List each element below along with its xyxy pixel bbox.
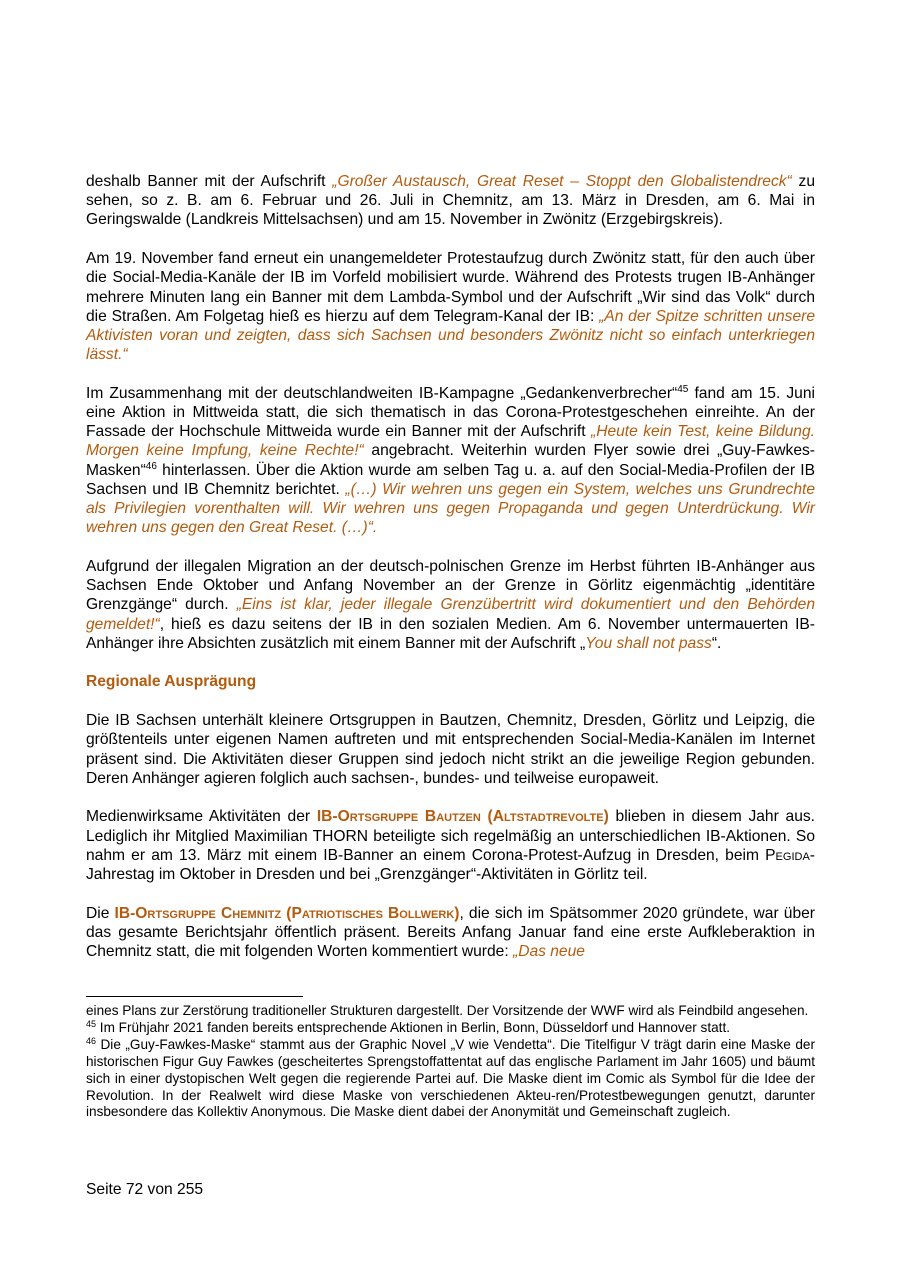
text: Die — [86, 904, 115, 922]
footnote-text: Im Frühjahr 2021 fanden bereits entsprechende Aktionen in Berlin, Bonn, Düsseldorf und Hannover statt. — [96, 1019, 731, 1035]
org-name: Pegida — [765, 846, 810, 864]
quote: „An der Spitze schritten unsere Aktivisten voran und zeigten, dass sich Sachsen und besonders Zwönitz nicht so einfach unterkriegen lässt.“ — [86, 307, 815, 364]
paragraph-goerlitz — [86, 557, 815, 653]
main-text — [86, 172, 815, 981]
text: , die sich im Spätsommer 2020 gründete, war über das gesamte Berichtsjahr öffentlich präsent. Bereits Anfang Januar fand eine erste Aufkleberaktion in Chemnitz statt, die mit folgenden Worten kommentiert wurde: — [86, 904, 815, 961]
paragraph-chemnitz — [86, 904, 815, 962]
text: deshalb Banner mit der Aufschrift — [86, 173, 333, 190]
text: Am 19. November fand erneut ein unangemeldeter Protestaufzug durch Zwönitz statt, für den auch über die Social-Media-Kanäle der IB im Vorfeld mobilisiert wurde. Während des Protests trugen IB-Anhänger mehrere Minuten lang ein Banner mit dem Lambda-Symbol und der Aufschrift „Wir sind das Volk“ durch die Straßen. Am Folgetag hieß es hierzu auf dem Telegram-Kanal der IB: — [86, 250, 815, 325]
text: Die IB Sachsen unterhält kleinere Ortsgruppen in Bautzen, Chemnitz, Dresden, Görlitz und Leipzig, die größtenteils unter eigenen Namen auftreten und mit entsprechenden Social-Media-Kanälen im Internet präsent sind. Die Aktivitäten dieser Gruppen sind jedoch nicht strikt an die jeweilige Region gebunden. Deren Anhänger agieren folglich auch sachsen-, bundes- und teilweise europaweit. — [86, 712, 815, 787]
quote: „Heute kein Test, keine Bildung. Morgen keine Impfung, keine Rechte!“ — [86, 423, 815, 460]
paragraph-ortsgruppen — [86, 711, 815, 788]
quote: „Großer Austausch, Great Reset – Stoppt den Globalistendreck“ — [332, 173, 792, 190]
quote: „Das neue — [513, 943, 585, 961]
footnote-number: 46 — [86, 1035, 97, 1046]
paragraph-banner-globalisten — [86, 172, 815, 230]
quote: You shall not pass — [585, 634, 712, 652]
quote: „Eins ist klar, jeder illegale Grenzübertritt wird dokumentiert und den Behörden gemeldet!“ — [86, 596, 815, 633]
footnote-continuation: eines Plans zur Zerstörung traditioneller Strukturen dargestellt. Der Vorsitzende der WWF wird als Feindbild angesehen. — [86, 1003, 809, 1018]
group-name: IB-Ortsgruppe Chemnitz (Patriotisches Bollwerk) — [114, 904, 460, 922]
text: hinterlassen. Über die Aktion wurde am selben Tag u. a. auf den Social-Media-Profilen der IB Sachsen und IB Chemnitz berichtet. — [86, 461, 815, 498]
text: “. — [711, 634, 722, 652]
paragraph-zwoenitz — [86, 249, 815, 364]
group-name: IB-Ortsgruppe Bautzen (Altstadtrevolte) — [316, 808, 609, 826]
footnote-text: Die „Guy-Fawkes-Maske“ stammt aus der Graphic Novel „V wie Vendetta“. Die Titelfigur V trägt darin eine Maske der historischen Figur Guy Fawkes (gescheitertes Sprengstoffattentat auf das englische Parlament im Jahr 1605) und bäumt sich in einer dystopischen Welt gegen die regierende Partei auf. Die Maske dient im Comic als Symbol für die Idee der Revolution. In der Realwelt wird diese Maske von verschiedenen Akteu-ren/Protestbewegungen genutzt, darunter insbesondere das Kollektiv Anonymous. Die Maske dient dabei der Anonymität und Gemeinschaft zugleich. — [86, 1036, 815, 1120]
section-heading: Regionale Ausprägung — [86, 673, 257, 691]
text: fand am 15. Juni eine Aktion in Mittweida statt, die sich thematisch in das Corona-Protestgeschehen einreihte. An der Fassade der Hochschule Mittweida wurde ein Banner mit der Aufschrift — [86, 384, 815, 441]
footnote-separator — [86, 996, 303, 997]
paragraph-bautzen — [86, 807, 815, 884]
footnote-46 — [86, 1037, 815, 1122]
footnote-45 — [86, 1020, 815, 1037]
quote: „(…) Wir wehren uns gegen ein System, welches uns Grundrechte als Privilegien vorenthalten will. Wir wehren uns gegen Propaganda und gegen Unterdrückung. Wir wehren uns gegen den Great Reset. (…)“. — [86, 480, 815, 537]
text: Im Zusammenhang mit der deutschlandweiten IB-Kampagne „Gedankenverbrecher“ — [86, 384, 678, 402]
text: blieben in diesem Jahr aus. Lediglich ihr Mitglied Maximilian THORN beteiligte sich regelmäßig an unterschiedlichen IB-Aktionen. So nahm er am 13. März mit einem IB-Banner an einem Corona-Protest-Aufzug in Dresden, beim — [86, 808, 815, 864]
text: Medienwirksame Aktivitäten der — [86, 808, 317, 826]
footnote-ref-45[interactable]: 45 — [677, 383, 689, 395]
footnote-ref-46[interactable]: 46 — [145, 460, 157, 472]
paragraph-mittweida — [86, 384, 815, 538]
footnotes — [86, 1003, 815, 1121]
text: zu sehen, so z. B. am 6. Februar und 26. Juli in Chemnitz, am 13. März in Dresden, am 6. Mai in Geringswalde (Landkreis Mittelsachsen) und am 15. November in Zwönitz (Erzgebirgskreis). — [86, 173, 816, 229]
text: Aufgrund der illegalen Migration an der deutsch-polnischen Grenze im Herbst führten IB-Anhänger aus Sachsen Ende Oktober und Anfang November an der Grenze in Görlitz eigenmächtig „identitäre Grenzgänge“ durch. — [86, 557, 815, 614]
text: angebracht. Weiterhin wurden Flyer sowie drei „Guy-Fawkes-Masken“ — [86, 442, 815, 479]
page-number: Seite 72 von 255 — [86, 1181, 204, 1198]
text: , hieß es dazu seitens der IB in den sozialen Medien. Am 6. November untermauerten IB-Anhänger ihre Absichten zusätzlich mit einem Banner mit der Aufschrift „ — [86, 615, 815, 652]
text: -Jahrestag im Oktober in Dresden und bei „Grenzgänger“-Aktivitäten in Görlitz teil. — [86, 846, 815, 884]
footnote-number: 45 — [86, 1018, 97, 1029]
